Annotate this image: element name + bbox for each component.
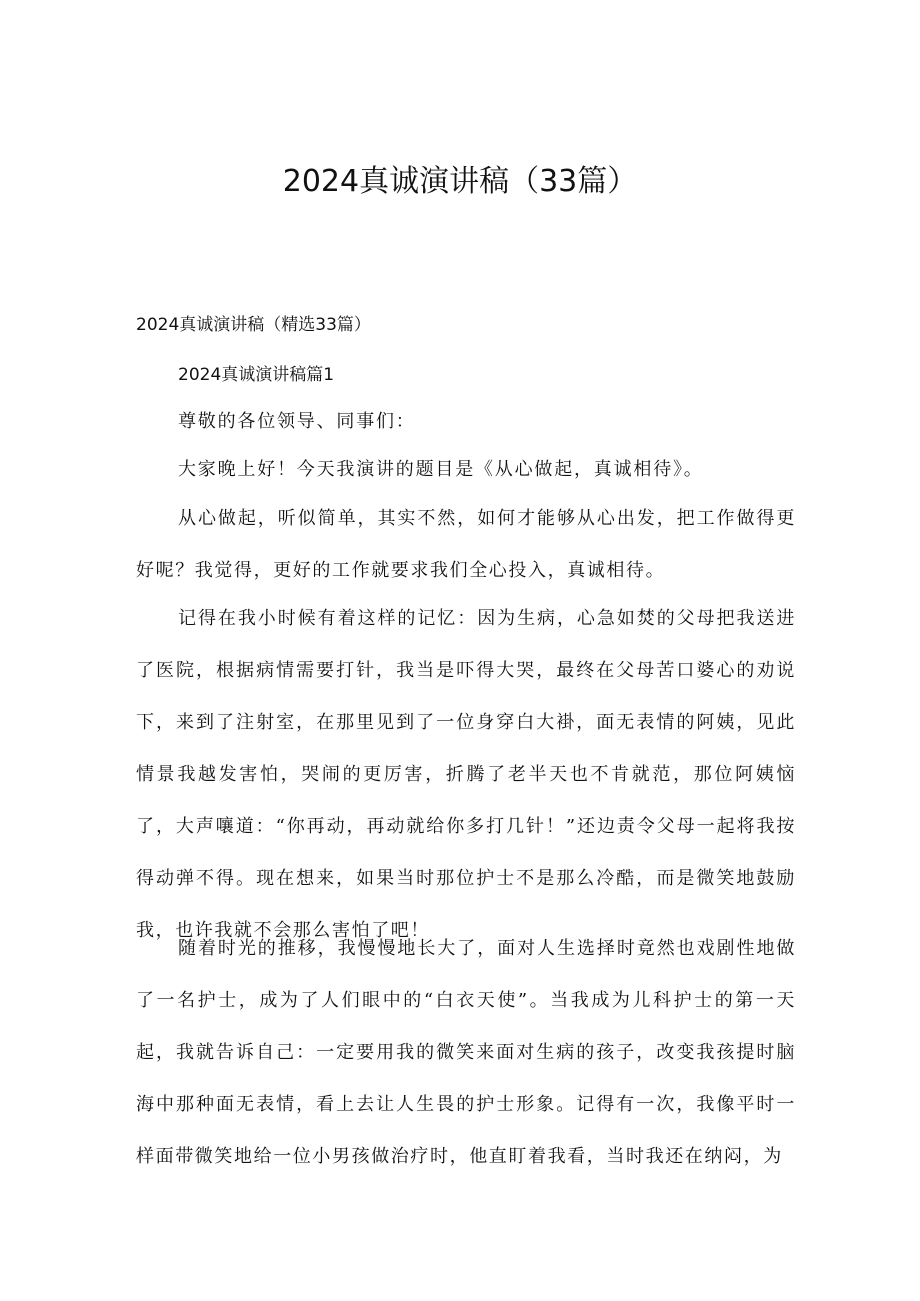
opening-line: 大家晚上好！今天我演讲的题目是《从心做起，真诚相待》。	[178, 459, 704, 480]
document-title: 2024真诚演讲稿（33篇）	[282, 164, 638, 199]
greeting-line: 尊敬的各位领导、同事们：	[178, 411, 416, 432]
section-heading: 2024真诚演讲稿篇1	[178, 365, 335, 385]
document-subtitle: 2024真诚演讲稿（精选33篇）	[136, 315, 371, 335]
body-paragraph: 从心做起，听似简单，其实不然，如何才能够从心出发，把工作做得更好呢？我觉得，更好的工作就要求我们全心投入，真诚相待。	[136, 508, 796, 581]
body-paragraph: 随着时光的推移，我慢慢地长大了，面对人生选择时竟然也戏剧性地做了一名护士，成为了人们眼中的“白衣天使”。当我成为儿科护士的第一天起，我就告诉自己：一定要用我的微笑来面对生病的孩子，改变我孩提时脑海中那种面无表情，看上去让人生畏的护士形象。记得有一次，我像平时一样面带微笑地给一位小男孩做治疗时，他直盯着我看，当时我还在纳闷，为	[136, 938, 796, 1167]
body-paragraph: 记得在我小时候有着这样的记忆：因为生病，心急如焚的父母把我送进了医院，根据病情需要打针，我当是吓得大哭，最终在父母苦口婆心的劝说下，来到了注射室，在那里见到了一位身穿白大褂，面无表情的阿姨，见此情景我越发害怕，哭闹的更厉害，折腾了老半天也不肯就范，那位阿姨恼了，大声嚷道：“你再动，再动就给你多打几针！”还边责令父母一起将我按得动弹不得。现在想来，如果当时那位护士不是那么冷酷，而是微笑地鼓励我，也许我就不会那么害怕了吧！	[136, 608, 796, 941]
